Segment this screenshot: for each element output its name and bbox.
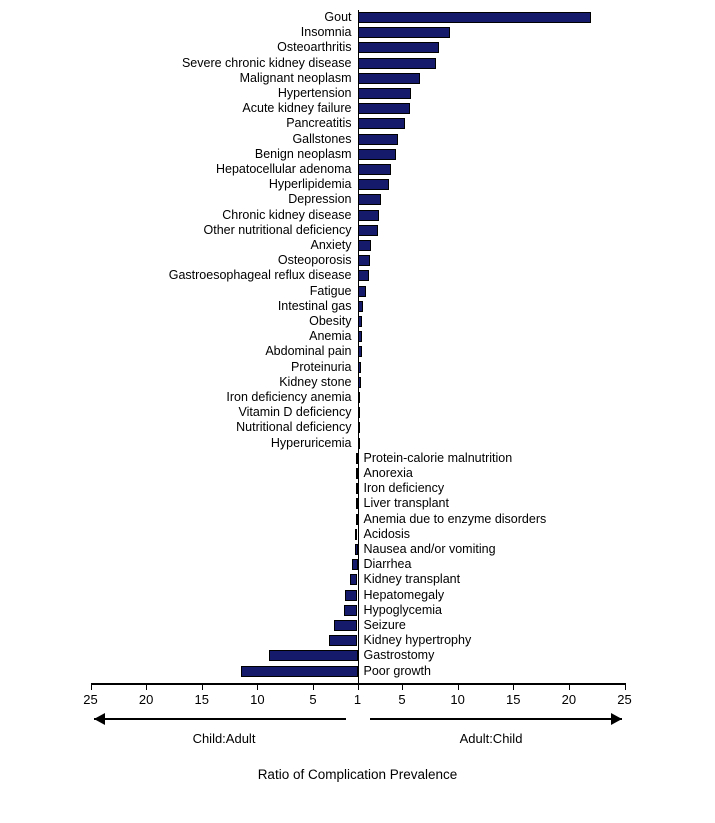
chart-category-label: Nausea and/or vomiting <box>363 542 496 556</box>
x-axis-tick-label: 10 <box>450 691 465 707</box>
chart-category-label: Anorexia <box>363 466 413 480</box>
chart-bar <box>358 27 450 38</box>
chart-category-label: Hypertension <box>277 86 352 100</box>
chart-category-label: Kidney stone <box>279 374 352 389</box>
chart-bar <box>358 134 398 145</box>
x-axis-tick <box>513 683 514 690</box>
x-axis-title: Ratio of Complication Prevalence <box>257 766 458 782</box>
x-axis-tick <box>257 683 258 690</box>
x-axis-tick-label: 1 <box>353 691 362 707</box>
child-adult-direction-label: Child:Adult <box>192 730 256 746</box>
x-axis-tick <box>625 683 626 690</box>
chart-category-label: Fatigue <box>309 283 352 298</box>
chart-category-label: Hepatomegaly <box>363 587 445 602</box>
chart-category-label: Iron deficiency <box>363 481 445 496</box>
chart-category-label: Poor growth <box>363 663 431 678</box>
x-axis-tick-label: 5 <box>398 691 406 707</box>
chart-category-label: Seizure <box>363 618 406 632</box>
chart-category-label: Liver transplant <box>363 496 449 511</box>
x-axis-tick-label: 15 <box>194 691 209 707</box>
chart-category-label: Hyperuricemia <box>270 435 352 450</box>
chart-category-label: Obesity <box>309 314 352 328</box>
chart-category-label: Hepatocellular adenoma <box>215 162 352 176</box>
chart-category-label: Nutritional deficiency <box>236 420 352 435</box>
left-direction-arrow <box>94 709 366 729</box>
x-axis-tick <box>569 683 570 690</box>
chart-category-label: Osteoporosis <box>277 253 352 268</box>
chart-bar <box>358 88 411 99</box>
chart-category-label: Severe chronic kidney disease <box>181 55 352 70</box>
x-axis-tick <box>402 683 403 690</box>
chart-bar <box>358 149 397 160</box>
chart-category-label: Anemia <box>309 329 352 344</box>
chart-category-label: Vitamin D deficiency <box>238 405 352 420</box>
x-axis-tick-label: 20 <box>138 691 154 707</box>
chart-bar <box>241 666 358 677</box>
chart-bar <box>334 620 357 631</box>
chart-bar <box>358 42 439 53</box>
chart-bar <box>358 179 389 190</box>
chart-category-label: Kidney hypertrophy <box>363 633 472 648</box>
x-axis-tick-label: 25 <box>83 691 98 707</box>
chart-category-label: Acute kidney failure <box>242 101 352 116</box>
chart-category-label: Iron deficiency anemia <box>226 390 352 404</box>
chart-category-label: Gout <box>324 10 352 24</box>
x-axis-tick <box>91 683 92 690</box>
center-axis-line <box>358 10 359 683</box>
chart-category-label: Chronic kidney disease <box>222 207 352 222</box>
x-axis-tick-label: 5 <box>309 691 317 707</box>
chart-bar <box>358 286 367 297</box>
chart-category-label: Diarrhea <box>363 557 412 572</box>
x-axis-tick-label: 10 <box>250 691 265 707</box>
chart-bar <box>358 194 381 205</box>
chart-bar <box>344 605 357 616</box>
chart-category-label: Osteoarthritis <box>277 40 352 55</box>
chart-category-label: Other nutritional deficiency <box>203 222 352 237</box>
x-axis-tick <box>458 683 459 690</box>
adult-child-direction-label: Adult:Child <box>459 730 523 746</box>
chart-bar <box>358 118 406 129</box>
chart-bar <box>358 58 437 69</box>
x-axis-tick-label: 20 <box>561 691 577 707</box>
chart-category-label: Pancreatitis <box>286 116 352 131</box>
chart-category-label: Hypoglycemia <box>363 602 443 617</box>
chart-category-label: Intestinal gas <box>277 298 352 313</box>
x-axis-tick <box>146 683 147 690</box>
x-axis-tick-label: 15 <box>506 691 521 707</box>
right-direction-arrow <box>370 709 642 729</box>
chart-category-label: Benign neoplasm <box>254 146 352 161</box>
chart-category-label: Anxiety <box>310 238 352 252</box>
chart-bar <box>358 240 371 251</box>
x-axis-tick <box>202 683 203 690</box>
chart-bar <box>358 225 378 236</box>
x-axis-tick-label: 25 <box>617 691 632 707</box>
chart-bar <box>358 255 370 266</box>
chart-bar <box>358 12 592 23</box>
chart-category-label: Acidosis <box>363 526 411 541</box>
chart-category-label: Kidney transplant <box>363 572 461 587</box>
chart-bar <box>358 210 379 221</box>
chart-category-label: Malignant neoplasm <box>239 70 352 85</box>
chart-category-label: Abdominal pain <box>265 344 352 359</box>
chart-bar <box>345 590 357 601</box>
chart-bar <box>350 574 358 585</box>
chart-bar <box>358 270 369 281</box>
x-axis-tick <box>313 683 314 690</box>
x-axis-tick <box>358 683 359 690</box>
chart-category-label: Proteinuria <box>291 359 352 374</box>
chart-category-label: Gastroesophageal reflux disease <box>168 268 352 283</box>
chart-category-label: Anemia due to enzyme disorders <box>363 511 547 526</box>
chart-bar <box>329 635 358 646</box>
chart-category-label: Hyperlipidemia <box>268 177 352 192</box>
chart-category-label: Depression <box>288 192 352 207</box>
chart-bar <box>358 164 391 175</box>
chart-bar <box>358 73 420 84</box>
chart-bar <box>269 650 358 661</box>
chart-category-label: Gallstones <box>292 131 352 146</box>
chart-category-label: Insomnia <box>300 25 352 40</box>
chart-category-label: Protein-calorie malnutrition <box>363 450 513 465</box>
chart-category-label: Gastrostomy <box>363 648 435 663</box>
chart-bar <box>358 103 410 114</box>
